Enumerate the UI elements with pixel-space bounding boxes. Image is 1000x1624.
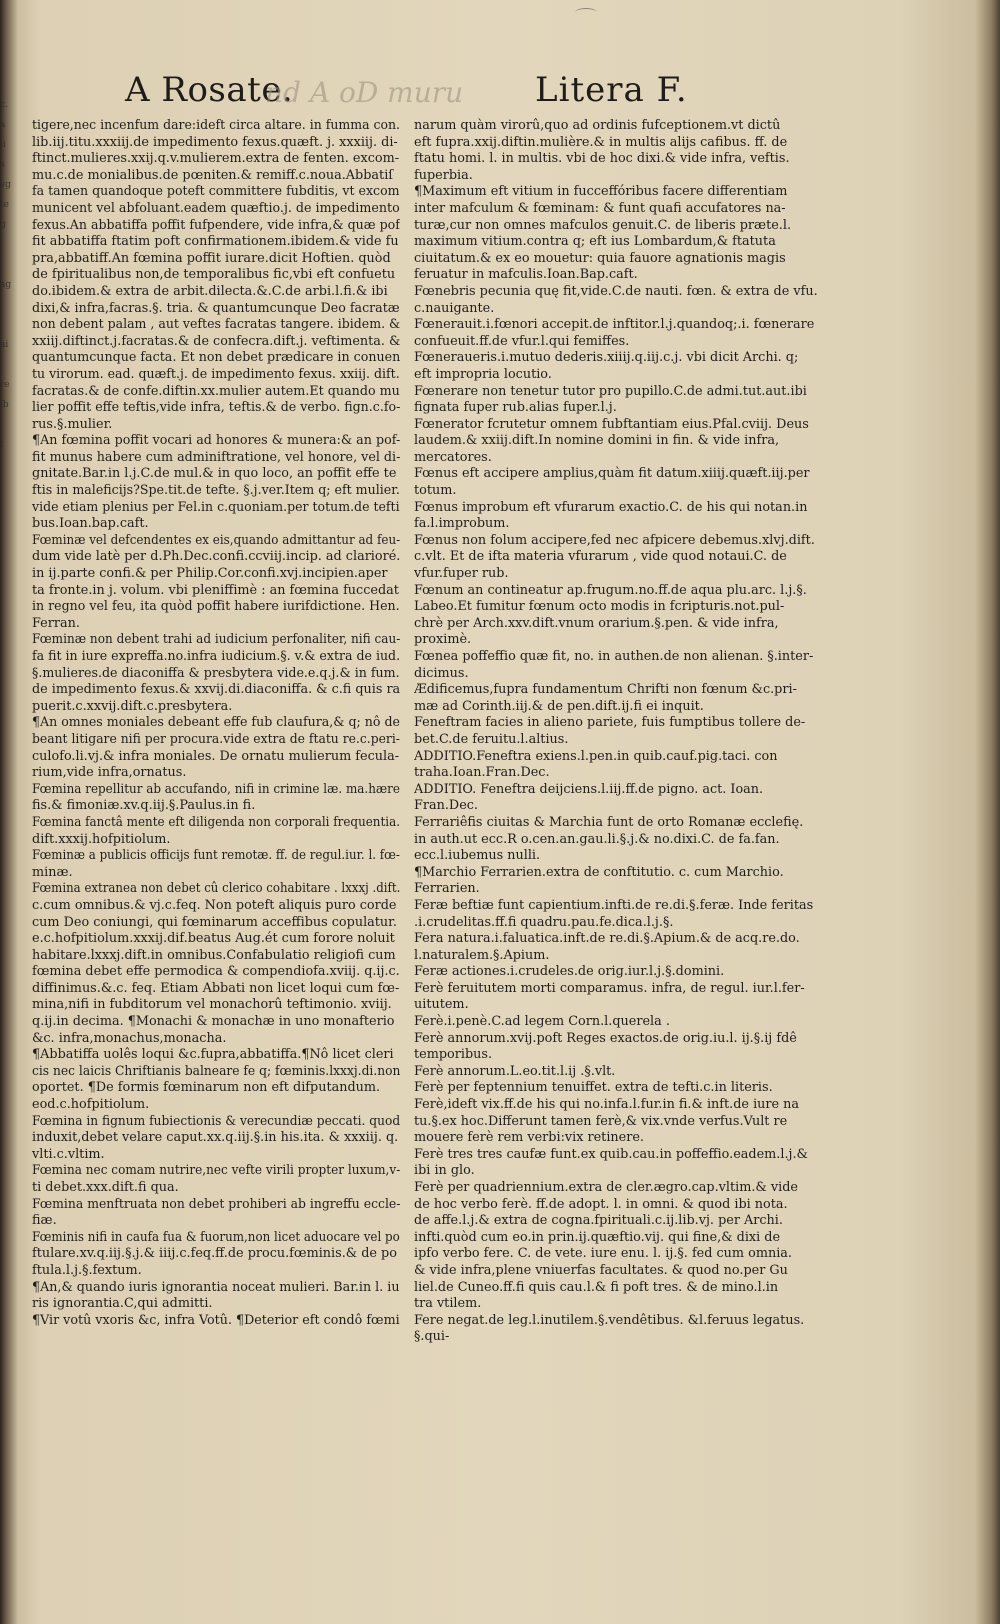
gutter-fragment: a [0,120,6,130]
text-line: traha.Ioan.Fran.Dec. [414,765,550,781]
text-line: Ferè per quadriennium.extra de cler.ægro.cap.vltim.& vide [414,1180,798,1195]
text-line: Fœminis nifi in caufa fua & fuorum,non licet aduocare vel po [32,1229,400,1245]
text-line: mæ ad Corinth.iij.& de pen.dift.ij.fi ei inquit. [414,698,704,714]
text-line: Fœnus improbum eft vfurarum exactio.C. de his qui notan.in [414,499,808,515]
text-line: ciuitatum.& ex eo mouetur: quia fauore agnationis magis [414,250,786,266]
text-line: ibi in glo. [414,1163,475,1179]
text-line: temporibus. [414,1047,493,1063]
text-line: Fœnus eft accipere amplius,quàm fit datum.xiiij.quæft.iij.per [414,466,810,482]
text-line: feruatur in mafculis.Ioan.Bap.caft. [414,267,638,283]
text-line: pra,abbatiff.An fœmina poffit iurare.dicit Hoftien. quòd [32,250,391,266]
text-line: cum Deo coniungi, qui fœminarum acceffibus copulatur. [32,914,397,930]
text-line: Ferè feruitutem morti comparamus. infra, de regul. iur.l.fer- [414,980,805,996]
text-line: tu.§.ex hoc.Differunt tamen ferè,& vix.vnde verfus.Vult re [414,1113,788,1129]
page-curl-mark [575,8,597,17]
text-line: c.nauigante. [414,300,495,316]
previous-page-gutter [0,95,26,515]
text-line: bet.C.de feruitu.l.altius. [414,731,569,747]
text-line: xxiij.diftinct.j.facratas.& de confecra.dift.j. veftimenta. & [32,333,400,349]
text-line: lier poffit effe teftis,vide infra, teftis.& de verbo. fign.c.fo- [32,400,400,416]
text-line: ADDITIO.Feneftra exiens.l.pen.in quib.cauf.pig.taci. con [414,748,778,764]
text-line: tu virorum. ead. quæft.j. de impedimento fexus. xxiij. dift. [32,366,400,382]
text-line: Ferè.i.penè.C.ad legem Corn.l.querela . [414,1014,670,1030]
text-line: Fœmina extranea non debet cû clerico cohabitare . lxxxj .dift. [32,881,400,897]
text-line: Fœmina repellitur ab accufando, nifi in crimine læ. ma.hære [32,781,400,797]
text-line: Ædificemus,fupra fundamentum Chrifti non fœnum &c.pri- [414,682,797,698]
text-line: Feræ actiones.i.crudeles.de orig.iur.l.j.§.domini. [414,964,725,980]
text-line: rus.§.mulier. [32,416,113,432]
text-line: Fœmina menftruata non debet prohiberi ab ingreffu eccle- [32,1196,400,1212]
text-line: l.naturalem.§.Apium. [414,947,550,963]
text-line: Fœmina in fignum fubiectionis & verecundiæ peccati. quod [32,1113,400,1129]
running-title-right: Litera F. [535,70,688,110]
text-line: bus.Ioan.bap.caft. [32,516,149,532]
page-header [0,70,1000,120]
text-line: proximè. [414,632,472,648]
text-line: Ferè annorum.xvij.poft Reges exactos.de orig.iu.l. ij.§.ij fdê [414,1030,797,1046]
gutter-fragment: s [0,160,5,170]
text-line: Ferrariêfis ciuitas & Marchia funt de orto Romanæ ecclefię. [414,814,804,830]
gutter-fragment: g [0,220,6,230]
text-line: infti.quòd cum eo.in prin.ij.quæftio.vij. qui fine,& dixi de [414,1229,781,1245]
gutter-fragment [0,235,26,255]
text-line: ta fronte.in j. volum. vbi pleniffimè : an fœmina fuccedat [32,582,399,598]
text-line: Ferrarien. [414,881,480,897]
text-line: cis nec laicis Chriftianis balneare fe q; fœminis.lxxxj.di.non [32,1063,400,1079]
text-line: Fœnum an contineatur ap.frugum.no.ff.de aqua plu.arc. l.j.§. [414,582,807,598]
text-line: ¶Vir votû vxoris &c, infra Votû. ¶Deterior eft condô fœmi [32,1312,400,1328]
text-line: induxit,debet velare caput.xx.q.iij.§.in his.ita. & xxxiij. q. [32,1130,399,1146]
text-line: fiæ. [32,1213,57,1229]
text-line: fa.l.improbum. [414,516,510,532]
text-line: Ferè per feptennium tenuiffet. extra de tefti.c.in literis. [414,1080,773,1096]
text-line: & vide infra,plene vniuerfas facultates. & quod no.per Gu [414,1262,788,1278]
text-line: eod.c.hofpitiolum. [32,1097,150,1113]
text-line: ADDITIO. Feneftra deijciens.l.iij.ff.de pigno. act. Ioan. [414,781,764,797]
text-line: Fœminæ a publicis officijs funt remotæ. ff. de regul.iur. l. fœ- [32,848,400,864]
text-line: tra vtilem. [414,1296,482,1312]
text-line: ftulare.xv.q.iij.§.j.& iiij.c.feq.ff.de procu.fœminis.& de po [32,1246,397,1262]
text-line: rium,vide infra,ornatus. [32,765,187,781]
text-line: mu.c.de monialibus.de pœniten.& remiff.c.noua.Abbatiſ [32,167,394,183]
text-line: fit abbatiffa ftatim poft confirmationem.ibidem.& vide fu [32,234,399,250]
text-line: Feræ beftiæ funt capientium.infti.de re.di.§.feræ. Inde feritas [414,897,814,913]
text-line: habitare.lxxxj.dift.in omnibus.Confabulatio religiofi cum [32,947,396,963]
text-line: quantumcunque facta. Et non debet prædicare in conuen [32,350,400,366]
text-line: de affe.l.j.& extra de cogna.fpirituali.c.ij.lib.vj. per Archi. [414,1213,783,1229]
text-line: de impedimento fexus.& xxvij.di.diaconiffa. & c.fi quis ra [32,682,400,698]
text-line: ipfo verbo fere. C. de vete. iure enu. l. ij.§. fed cum omnia. [414,1246,792,1262]
text-line: ¶Abbatiffa uolês loqui &c.fupra,abbatiffa.¶Nô licet cleri [32,1047,394,1063]
text-line: ti debet.xxx.dift.fi qua. [32,1180,179,1195]
text-line: vlti.c.vltim. [32,1146,105,1162]
text-line: chrè per Arch.xxv.dift.vnum orarium.§.pen. & vide infra, [414,615,779,631]
text-line: fignata fuper rub.alias fuper.l.j. [414,400,617,416]
gutter-fragment: ai [0,340,9,350]
gutter-fragment: ag [0,280,12,290]
gutter-fragment [0,255,26,275]
text-line: in regno vel feu, ita quòd poffit habere iurifdictione. Hen. [32,599,400,615]
text-line: ftis in maleficijs?Spe.tit.de tefte. §.j.ver.Item q; eft mulier. [32,483,400,499]
text-line: ¶Maximum eft vitium in fucceffóribus facere differentiam [414,184,788,200]
text-line: ftula.l.j.§.fextum. [32,1262,142,1278]
right-text-column [414,118,840,1618]
left-text-column [32,118,400,1618]
text-line: Feneftram facies in alieno pariete, fuis fumptibus tollere de- [414,715,806,731]
text-line: inter mafculum & fœminam: & funt quafi accufatores na- [414,200,786,216]
text-line: lib.iij.titu.xxxiij.de impedimento fexus.quæft. j. xxxiij. di- [32,134,398,150]
text-line: §.qui- [414,1329,450,1345]
gutter-fragment [0,315,26,335]
text-line: Fœnea poffeffio quæ fit, no. in authen.de non alienan. §.inter- [414,649,814,664]
text-line: liel.de Cuneo.ff.fi quis cau.l.& fi poft tres. & de mino.l.in [414,1279,779,1295]
gutter-fragment: t [0,440,4,450]
gutter-fragment: c. [0,100,8,110]
text-line: in auth.ut ecc.R o.cen.an.gau.li.§.j.& no.dixi.C. de fa.fan. [414,831,780,847]
text-line: mercatores. [414,449,492,465]
text-line: Fœnerauit.i.fœnori accepit.de inftitor.l.j.quandoq;.i. fœnerare [414,317,815,333]
text-line: narum quàm virorû,quo ad ordinis fufceptionem.vt dictû [414,118,781,133]
text-line: in ij.parte confi.& per Philip.Cor.confi.xvj.incipien.aper [32,566,388,582]
text-line: Fran.Dec. [414,798,479,814]
text-line: eft fupra.xxij.diftin.mulière.& in multis alijs cafibus. ff. de [414,134,788,150]
text-line: ¶An fœmina poffit vocari ad honores & munera:& an pof- [32,433,400,449]
text-line: vide etiam plenius per Fel.in c.quoniam.per totum.de tefti [32,499,400,515]
text-line: .i.crudelitas.ff.fi quadru.pau.fe.dica.l.j.§. [414,914,674,930]
text-line: laudem.& xxiij.dift.In nomine domini in fin. & vide infra, [414,433,780,449]
text-line: c.cum omnibus.& vj.c.feq. Non poteft aliquis puro corde [32,897,397,913]
text-line: Fœnebris pecunia quę fit,vide.C.de nauti. fœn. & extra de vfu. [414,283,818,299]
text-line: dicimus. [414,665,469,681]
text-line: maximum vitium.contra q; eft ius Lombardum,& ftatuta [414,234,776,250]
text-line: confueuit.ff.de vfur.l.qui femiffes. [414,333,630,349]
gutter-fragment: ii [0,140,6,150]
text-line: de hoc verbo ferè. ff.de adopt. l. in omni. & quod ibi nota. [414,1196,788,1212]
text-line: Fœnerator fcrutetur omnem fubftantiam eius.Pfal.cviij. Deus [414,416,809,432]
gutter-fragment [0,355,26,375]
text-line: Fœnerare non tenetur tutor pro pupillo.C.de admi.tut.aut.ibi [414,383,807,399]
text-line: ftatu homi. l. in multis. vbi de hoc dixi.& vide infra, veftis. [414,151,790,167]
text-line: eft impropria locutio. [414,366,552,382]
text-line: culofo.li.vj.& infra moniales. De ornatu mulierum fecula- [32,748,400,764]
text-line: fexus.An abbatiffa poffit fufpendere, vide infra,& quæ pof [32,217,400,233]
text-line: non debent palam , aut veftes facratas tangere. ibidem. & [32,317,400,333]
text-line: do.ibidem.& extra de arbit.dilecta.&.C.de arbi.l.fi.& ibi [32,283,388,299]
text-line: Ferè tres tres caufæ funt.ex quib.cau.in poffeffio.eadem.l.j.& [414,1146,808,1162]
text-line: Ferè annorum.L.eo.tit.l.ij .§.vlt. [414,1063,616,1079]
text-line: Fœmina nec comam nutrire,nec vefte virili propter luxum,v- [32,1163,400,1179]
running-title-left: A Rosate. [125,70,294,110]
text-line: municent vel abfoluant.eadem quæftio.j. de impedimento [32,200,400,216]
text-line: Fœnus non folum accipere,fed nec afpicere debemus.xlvj.dift. [414,532,815,548]
text-line: mina,nifi in fubditorum vel monachorû teftimonio. xviij. [32,997,392,1013]
text-line: ¶An,& quando iuris ignorantia noceat mulieri. Bar.in l. iu [32,1279,400,1295]
text-line: Labeo.Et fumitur fœnum octo modis in fcripturis.not.pul- [414,599,785,615]
show-through-text: nd A oD muru [265,76,464,109]
text-line: c.vlt. Et de ifta materia vfurarum , vide quod notaui.C. de [414,549,787,565]
text-line: oportet. ¶De formis fœminarum non eft difputandum. [32,1080,381,1096]
text-line: fit munus habere cum adminiftratione, vel honore, vel di- [32,449,400,465]
text-line: minæ. [32,864,73,880]
text-line: fis.& fimoniæ.xv.q.iij.§.Paulus.in fi. [32,798,256,814]
gutter-fragment: re [0,380,10,390]
text-line: puerit.c.xxvij.dift.c.presbytera. [32,698,233,714]
gutter-fragment: ib [0,400,9,410]
text-line: vfur.fuper rub. [414,566,509,582]
text-line: Fera natura.i.faluatica.inft.de re.di.§.Apium.& de acq.re.do. [414,931,800,947]
text-line: facratas.& de confe.diftin.xx.mulier autem.Et quando mu [32,383,400,399]
gutter-fragment: vg [0,180,11,190]
text-line: Fere negat.de leg.l.inutilem.§.vendêtibus. &l.feruus legatus. [414,1312,805,1328]
text-line: ecc.l.iubemus nulli. [414,848,541,864]
text-line: ¶Marchio Ferrarien.extra de conftitutio. c. cum Marchio. [414,864,784,880]
text-line: fœmina debet effe permodica & compendiofa.xviij. q.ij.c. [32,964,400,980]
text-line: ris ignorantia.C,qui admitti. [32,1296,213,1312]
text-line: dum vide latè per d.Ph.Dec.confi.ccviij.incip. ad clarioré. [32,549,400,565]
text-line: dift.xxxij.hofpitiolum. [32,831,171,847]
gutter-fragment [0,415,26,435]
text-line: gnitate.Bar.in l.j.C.de mul.& in quo loco, an poffit effe te [32,466,397,482]
text-line: Fœneraueris.i.mutuo dederis.xiiij.q.iij.c.j. vbi dicit Archi. q; [414,350,799,366]
text-line: mouere ferè rem verbi:vix retinere. [414,1130,644,1146]
text-line: uitutem. [414,997,469,1013]
gutter-fragment [0,295,26,315]
gutter-fragment: te [0,200,9,210]
text-line: Fœmina fanctâ mente eft diligenda non corporali frequentia. [32,814,400,830]
text-line: beant litigare nifi per procura.vide extra de ftatu re.c.peri- [32,731,400,747]
text-line: totum. [414,483,457,499]
text-line: turæ,cur non omnes mafculos genuit.C. de liberis præte.l. [414,217,792,233]
text-line: §.mulieres.de diaconiffa & presbytera vide.e.q.j.& in fum. [32,665,400,681]
text-line: ftinct.mulieres.xxij.q.v.mulierem.extra de fenten. excom- [32,151,400,167]
text-line: q.ij.in decima. ¶Monachi & monachæ in uno monafterio [32,1014,395,1030]
text-line: fa tamen quandoque poteft committere fubditis, vt excom [32,184,400,200]
text-line: Ferè,ideft vix.ff.de his qui no.infa.l.fur.in fi.& inft.de iure na [414,1097,800,1113]
text-line: Ferran. [32,615,80,631]
text-line: de fpiritualibus non,de temporalibus fic,vbi eft confuetu [32,267,396,283]
text-line: e.c.hofpitiolum.xxxij.dif.beatus Aug.ét cum forore noluit [32,931,395,947]
text-line: fuperbia. [414,167,473,183]
text-line: &c. infra,monachus,monacha. [32,1030,227,1046]
text-line: diffinimus.&.c. feq. Etiam Abbati non licet loqui cum fœ- [32,980,400,996]
text-line: Fœminæ vel defcendentes ex eis,quando admittantur ad feu- [32,532,400,548]
text-line: ¶An omnes moniales debeant effe fub claufura,& q; nô de [32,715,400,731]
text-line: Fœminæ non debent trahi ad iudicium perfonaliter, nifi cau- [32,632,400,648]
text-line: dixi,& infra,facras.§. tria. & quantumcunque Deo facratæ [32,300,400,316]
text-line: tigere,nec incenfum dare:ideft circa altare. in fumma con. [32,118,400,133]
text-line: fa fit in iure expreffa.no.infra iudicium.§. v.& extra de iud. [32,649,400,664]
